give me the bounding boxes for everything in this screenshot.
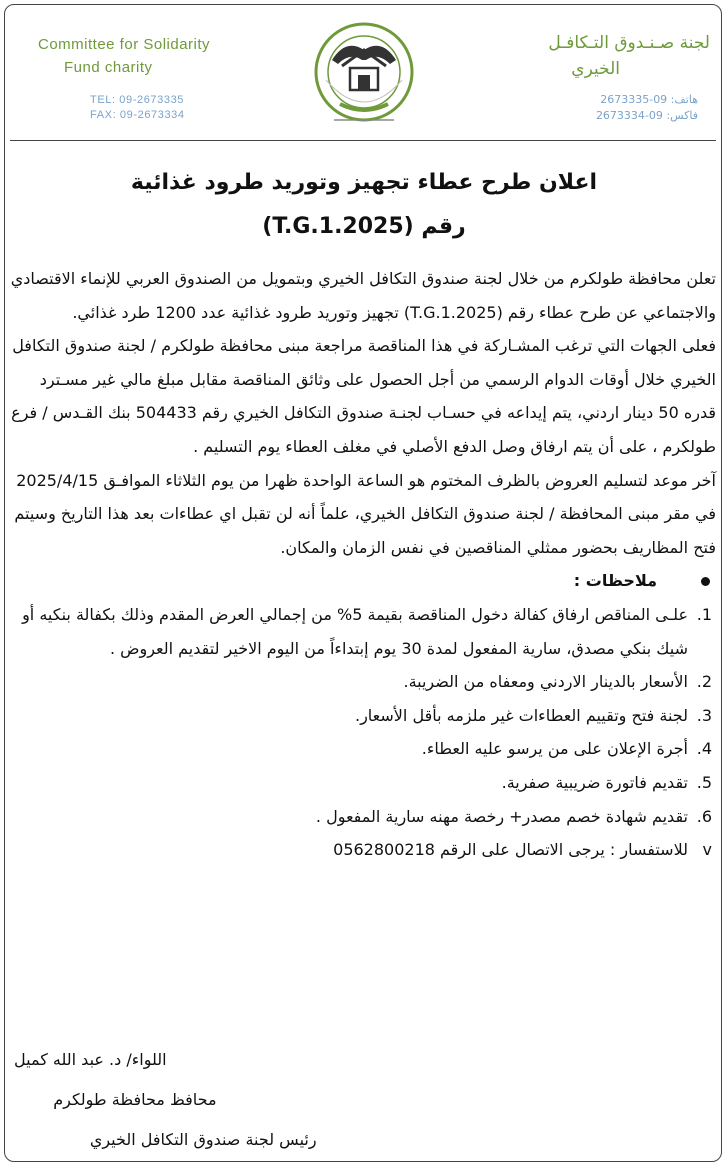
note-item: [10, 732, 716, 766]
note-item: [10, 699, 716, 733]
note-text: تقديم فاتورة ضريبية صفرية.: [501, 772, 688, 792]
signatory-name: اللواء/ د. عبد الله كميل: [14, 1050, 167, 1069]
note-number: 3.: [696, 705, 712, 725]
arabic-tel: هاتف: 09-2673335: [600, 93, 698, 106]
committee-logo: [312, 20, 416, 128]
bullet-icon: [701, 577, 710, 586]
announcement-body: [10, 262, 716, 867]
note-number: 1.: [696, 604, 712, 624]
arabic-contact: [596, 92, 698, 124]
letterhead: [0, 0, 728, 140]
note-number: 5.: [696, 772, 712, 792]
header-divider: [10, 140, 716, 141]
participation-paragraph: فعلى الجهات التي ترغب المشـاركة في هذا المناقصة مراجعة مبنى محافظة طولكرم / لجنة صندوق التكافل الخيري خلال أوقات الدوام الرسمي من أجل الحصول على وثائق المناقصة مقابل مبلغ مالي غير مسـترد قدره 50 دينار اردني، يتم إيداعه في حسـاب لجنـة صندوق التكافل الخيري رقم 504433 بنك القـدس / فرع طولكرم ، على أن يتم ارفاق وصل الدفع الأصلي في مغلف العطاء يوم التسليم .: [11, 336, 716, 456]
note-number: 2.: [696, 672, 712, 692]
note-text: علـى المناقص ارفاق كفالة دخول المناقصة بقيمة 5% من إجمالي العرض المقدم وذلك بكفالة بنكيه أو شيك بنكي مصدق، سارية المفعول لمدة 30 يوم إبتداءاً من اليوم الاخير لتقديم العروض .: [22, 604, 688, 658]
announcement-title: اعلان طرح عطاء تجهيز وتوريد طرود غذائية: [130, 170, 598, 195]
house-door-icon: [358, 75, 370, 90]
arabic-org-name: [548, 30, 710, 82]
note-item: [10, 833, 716, 867]
note-text: الأسعار بالدينار الاردني ومعفاه من الضريبة.: [403, 672, 688, 692]
note-item: [10, 665, 716, 699]
note-number: 4.: [696, 739, 712, 759]
note-text: للاستفسار : يرجى الاتصال على الرقم 0562800218: [333, 840, 688, 860]
english-fax: FAX: 09-2673334: [90, 109, 185, 121]
intro-paragraph: تعلن محافظة طولكرم من خلال لجنة صندوق التكافل الخيري وبتمويل من الصندوق العربي للإنماء الاقتصادي والاجتماعي عن طرح عطاء رقم (T.G.1.2025) تجهيز وتوريد طرود غذائية عدد 1200 طرد غذائي.: [10, 269, 716, 322]
note-text: تقديم شهادة خصم مصدر+ رخصة مهنه سارية المفعول .: [315, 806, 688, 826]
note-text: لجنة فتح وتقييم العطاءات غير ملزمه بأقل الأسعار.: [354, 705, 688, 725]
tender-number: رقم (T.G.1.2025): [262, 214, 466, 239]
note-text: أجرة الإعلان على من يرسو عليه العطاء.: [421, 739, 688, 759]
english-org-name-line2: Fund charity: [64, 59, 153, 76]
notes-heading-label: ملاحظات :: [573, 571, 657, 591]
arabic-org-name-line1: لجنة صـنـدوق التـكافـل: [548, 33, 710, 53]
signatory-role: رئيس لجنة صندوق التكافل الخيري: [89, 1130, 317, 1149]
note-item: [10, 598, 716, 665]
signature-block: [14, 1040, 317, 1160]
english-tel: TEL: 09-2673335: [90, 94, 185, 106]
note-item: [10, 800, 716, 834]
arabic-org-name-line2: الخيري: [571, 59, 620, 79]
english-contact: [90, 93, 185, 123]
notes-heading: [10, 564, 716, 598]
arabic-fax: فاكس: 09-2673334: [595, 109, 698, 122]
note-item: [10, 766, 716, 800]
english-org-name: [38, 33, 258, 79]
notes-list: [10, 598, 716, 867]
note-number: v: [702, 840, 712, 860]
note-number: 6.: [696, 806, 712, 826]
signatory-title: محافظ محافظة طولكرم: [53, 1090, 217, 1109]
english-org-name-line1: Committee for Solidarity: [38, 36, 211, 53]
deadline-paragraph: آخر موعد لتسليم العروض بالظرف المختوم هو الساعة الواحدة ظهرا من يوم الثلاثاء الموافـق 2025/4/15 في مقر مبنى المحافظة / لجنة صندوق التكافل الخيري، علماً أنه لن تقبل اي عطاءات بعد هذا التاريخ وسيتم فتح المظاريف بحضور ممثلي المناقصين في نفس الزمان والمكان.: [14, 470, 716, 557]
